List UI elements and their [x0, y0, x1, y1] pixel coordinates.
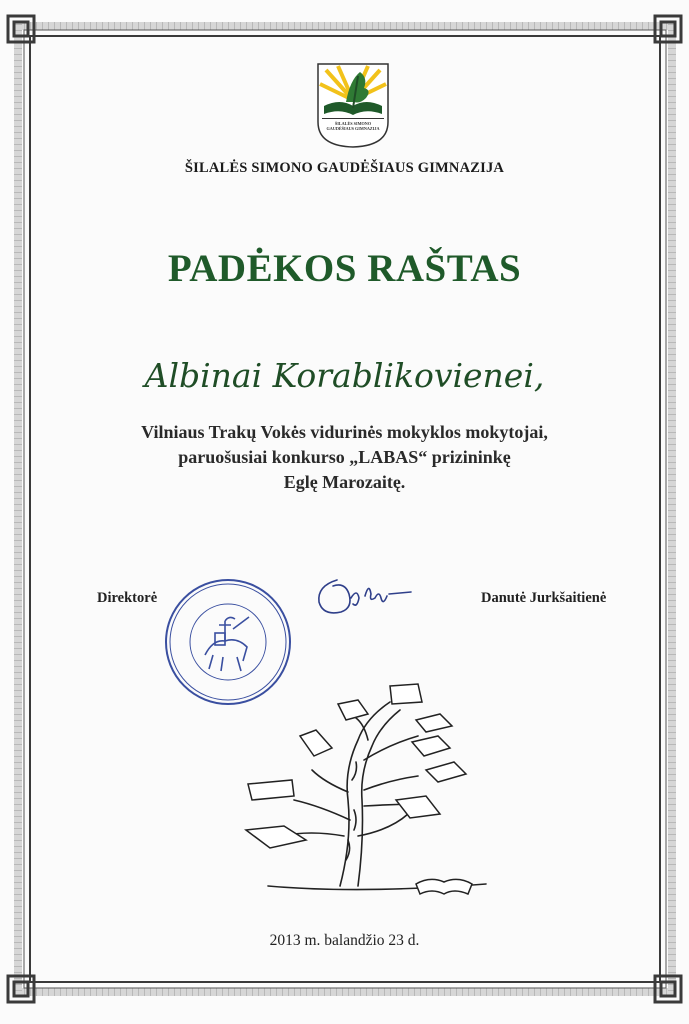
director-role: Direktorė [97, 590, 158, 606]
body-line: Vilniaus Trakų Vokės vidurinės mokyklos mokytojai, [141, 422, 548, 442]
document-title: PADĖKOS RAŠTAS [167, 247, 522, 290]
signature [313, 568, 413, 620]
director-name: Danutė Jurkšaitienė [481, 590, 607, 606]
school-name: ŠILALĖS SIMONO GAUDĖŠIAUS GIMNAZIJA [184, 160, 505, 176]
school-logo [316, 62, 390, 148]
tree-of-books-illustration [240, 680, 490, 915]
body-text [0, 420, 689, 495]
body-line: Eglę Marozaitę. [283, 472, 406, 492]
issue-date: 2013 m. balandžio 23 d. [269, 932, 420, 949]
body-line: paruošusiai konkurso „LABAS“ prizininkę [178, 447, 511, 467]
recipient-name: Albinai Korablikovienei, [144, 356, 545, 395]
logo-caption: ŠILALĖS SIMONO GAUDĖŠIAUS GIMNAZIJA [326, 121, 380, 131]
